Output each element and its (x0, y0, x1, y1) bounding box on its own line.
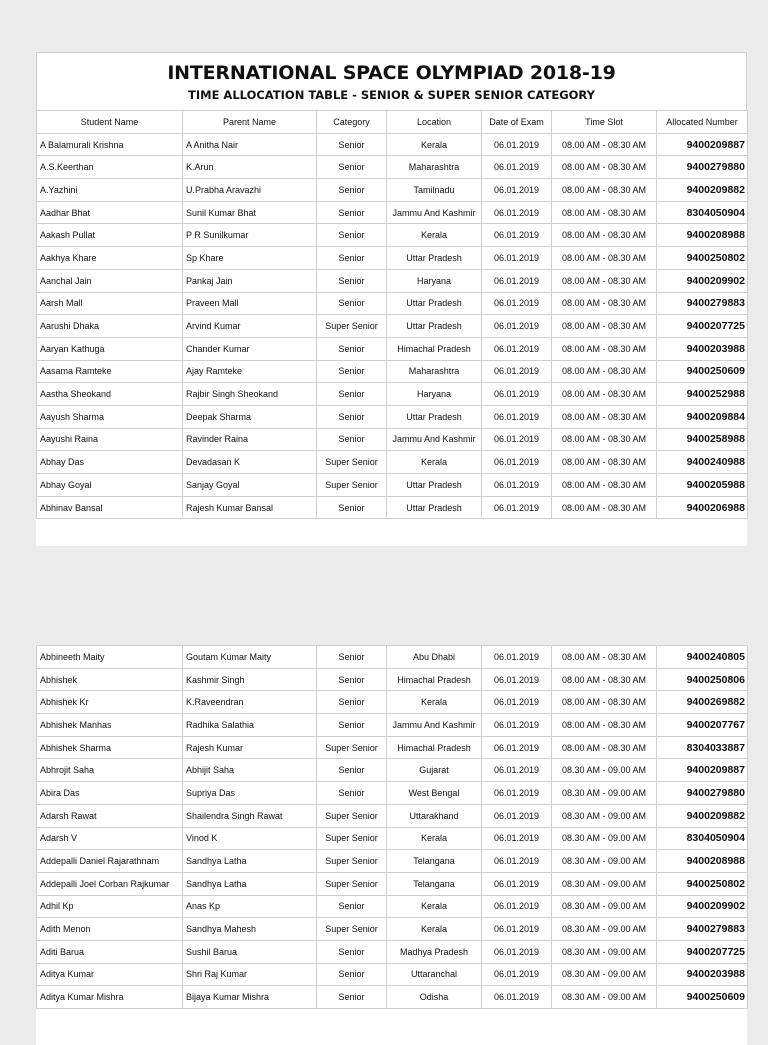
parent-name-cell: Arvind Kumar (183, 315, 317, 338)
category-cell: Senior (317, 292, 387, 315)
date-of-exam-cell: 06.01.2019 (482, 827, 552, 850)
location-cell: Uttar Pradesh (387, 474, 482, 497)
location-cell: Tamilnadu (387, 179, 482, 202)
parent-name-cell: Sanjay Goyal (183, 474, 317, 497)
category-cell: Senior (317, 133, 387, 156)
allocated-number-cell: 9400240805 (657, 646, 748, 669)
allocated-number-cell: 9400209902 (657, 269, 748, 292)
student-name-cell: Adhil Kp (37, 895, 183, 918)
date-of-exam-cell: 06.01.2019 (482, 782, 552, 805)
location-cell: Kerala (387, 224, 482, 247)
student-name-cell: Adarsh Rawat (37, 804, 183, 827)
parent-name-cell: K.Raveendran (183, 691, 317, 714)
student-name-cell: Aakhya Khare (37, 247, 183, 270)
location-cell: Maharashtra (387, 360, 482, 383)
header-date-of-exam: Date of Exam (482, 111, 552, 134)
time-slot-cell: 08.30 AM - 09.00 AM (552, 986, 657, 1009)
table-row (37, 646, 748, 669)
allocated-number-cell: 9400209902 (657, 895, 748, 918)
allocated-number-cell: 8304033887 (657, 736, 748, 759)
date-of-exam-cell: 06.01.2019 (482, 224, 552, 247)
table-row (37, 428, 748, 451)
allocated-number-cell: 9400209882 (657, 179, 748, 202)
category-cell: Senior (317, 782, 387, 805)
location-cell: Kerala (387, 918, 482, 941)
allocated-number-cell: 9400250802 (657, 247, 748, 270)
category-cell: Super Senior (317, 315, 387, 338)
category-cell: Senior (317, 247, 387, 270)
category-cell: Senior (317, 224, 387, 247)
student-name-cell: A Balamurali Krishna (37, 133, 183, 156)
time-slot-cell: 08.30 AM - 09.00 AM (552, 895, 657, 918)
date-of-exam-cell: 06.01.2019 (482, 337, 552, 360)
student-name-cell: Aditya Kumar (37, 963, 183, 986)
category-cell: Super Senior (317, 850, 387, 873)
category-cell: Super Senior (317, 827, 387, 850)
location-cell: Telangana (387, 872, 482, 895)
allocated-number-cell: 8304050904 (657, 201, 748, 224)
category-cell: Senior (317, 963, 387, 986)
parent-name-cell: Deepak Sharma (183, 405, 317, 428)
allocated-number-cell: 9400209882 (657, 804, 748, 827)
category-cell: Super Senior (317, 918, 387, 941)
location-cell: Himachal Pradesh (387, 736, 482, 759)
parent-name-cell: Sandhya Latha (183, 872, 317, 895)
table-row (37, 224, 748, 247)
student-name-cell: Addepalli Daniel Rajarathnam (37, 850, 183, 873)
time-slot-cell: 08.00 AM - 08.30 AM (552, 337, 657, 360)
allocated-number-cell: 9400279883 (657, 918, 748, 941)
date-of-exam-cell: 06.01.2019 (482, 405, 552, 428)
time-slot-cell: 08.30 AM - 09.00 AM (552, 940, 657, 963)
document-title: INTERNATIONAL SPACE OLYMPIAD 2018-19 (167, 62, 616, 84)
table-row (37, 451, 748, 474)
table-row (37, 269, 748, 292)
allocated-number-cell: 9400279880 (657, 156, 748, 179)
student-name-cell: A.Yazhini (37, 179, 183, 202)
location-cell: Uttar Pradesh (387, 496, 482, 519)
parent-name-cell: Shri Raj Kumar (183, 963, 317, 986)
header-location: Location (387, 111, 482, 134)
parent-name-cell: Kashmir Singh (183, 668, 317, 691)
date-of-exam-cell: 06.01.2019 (482, 156, 552, 179)
time-slot-cell: 08.00 AM - 08.30 AM (552, 224, 657, 247)
title-block (36, 52, 747, 110)
location-cell: Kerala (387, 451, 482, 474)
location-cell: Kerala (387, 691, 482, 714)
parent-name-cell: Sp Khare (183, 247, 317, 270)
category-cell: Senior (317, 714, 387, 737)
category-cell: Super Senior (317, 736, 387, 759)
table-header-row (37, 111, 748, 134)
allocated-number-cell: 9400205988 (657, 474, 748, 497)
student-name-cell: Abhay Das (37, 451, 183, 474)
allocated-number-cell: 9400258988 (657, 428, 748, 451)
parent-name-cell: Goutam Kumar Maity (183, 646, 317, 669)
parent-name-cell: Rajbir Singh Sheokand (183, 383, 317, 406)
student-name-cell: Abhishek Kr (37, 691, 183, 714)
location-cell: Kerala (387, 827, 482, 850)
time-slot-cell: 08.00 AM - 08.30 AM (552, 360, 657, 383)
table-row (37, 918, 748, 941)
category-cell: Super Senior (317, 804, 387, 827)
category-cell: Senior (317, 428, 387, 451)
allocated-number-cell: 9400209884 (657, 405, 748, 428)
location-cell: Odisha (387, 986, 482, 1009)
table-row (37, 337, 748, 360)
allocated-number-cell: 9400209887 (657, 759, 748, 782)
table-body-page-1 (37, 133, 748, 519)
parent-name-cell: Ajay Ramteke (183, 360, 317, 383)
time-slot-cell: 08.00 AM - 08.30 AM (552, 292, 657, 315)
time-slot-cell: 08.00 AM - 08.30 AM (552, 201, 657, 224)
location-cell: Uttar Pradesh (387, 315, 482, 338)
student-name-cell: Abhinav Bansal (37, 496, 183, 519)
date-of-exam-cell: 06.01.2019 (482, 804, 552, 827)
allocated-number-cell: 9400207725 (657, 940, 748, 963)
parent-name-cell: Anas Kp (183, 895, 317, 918)
category-cell: Senior (317, 691, 387, 714)
allocated-number-cell: 9400240988 (657, 451, 748, 474)
date-of-exam-cell: 06.01.2019 (482, 133, 552, 156)
category-cell: Senior (317, 940, 387, 963)
parent-name-cell: P R Sunilkumar (183, 224, 317, 247)
date-of-exam-cell: 06.01.2019 (482, 269, 552, 292)
parent-name-cell: Vinod K (183, 827, 317, 850)
location-cell: West Bengal (387, 782, 482, 805)
student-name-cell: Aakash Pullat (37, 224, 183, 247)
time-slot-cell: 08.00 AM - 08.30 AM (552, 405, 657, 428)
parent-name-cell: Radhika Salathia (183, 714, 317, 737)
student-name-cell: Abhishek Sharma (37, 736, 183, 759)
date-of-exam-cell: 06.01.2019 (482, 872, 552, 895)
date-of-exam-cell: 06.01.2019 (482, 474, 552, 497)
category-cell: Senior (317, 986, 387, 1009)
student-name-cell: Aditya Kumar Mishra (37, 986, 183, 1009)
date-of-exam-cell: 06.01.2019 (482, 383, 552, 406)
allocated-number-cell: 9400279880 (657, 782, 748, 805)
time-slot-cell: 08.30 AM - 09.00 AM (552, 963, 657, 986)
parent-name-cell: Devadasan K (183, 451, 317, 474)
table-row (37, 247, 748, 270)
date-of-exam-cell: 06.01.2019 (482, 292, 552, 315)
date-of-exam-cell: 06.01.2019 (482, 201, 552, 224)
parent-name-cell: Rajesh Kumar Bansal (183, 496, 317, 519)
date-of-exam-cell: 06.01.2019 (482, 668, 552, 691)
category-cell: Senior (317, 201, 387, 224)
time-slot-cell: 08.00 AM - 08.30 AM (552, 451, 657, 474)
date-of-exam-cell: 06.01.2019 (482, 179, 552, 202)
parent-name-cell: Ravinder Raina (183, 428, 317, 451)
parent-name-cell: Rajesh Kumar (183, 736, 317, 759)
time-slot-cell: 08.00 AM - 08.30 AM (552, 691, 657, 714)
date-of-exam-cell: 06.01.2019 (482, 986, 552, 1009)
location-cell: Madhya Pradesh (387, 940, 482, 963)
table-row (37, 850, 748, 873)
parent-name-cell: Shailendra Singh Rawat (183, 804, 317, 827)
allocated-number-cell: 9400207725 (657, 315, 748, 338)
location-cell: Himachal Pradesh (387, 337, 482, 360)
category-cell: Senior (317, 895, 387, 918)
parent-name-cell: Sushil Barua (183, 940, 317, 963)
table-row (37, 668, 748, 691)
student-name-cell: Aayush Sharma (37, 405, 183, 428)
student-name-cell: Abhay Goyal (37, 474, 183, 497)
student-name-cell: Aarsh Mall (37, 292, 183, 315)
location-cell: Uttaranchal (387, 963, 482, 986)
location-cell: Uttar Pradesh (387, 405, 482, 428)
category-cell: Senior (317, 269, 387, 292)
parent-name-cell: Pankaj Jain (183, 269, 317, 292)
document-subtitle: TIME ALLOCATION TABLE - SENIOR & SUPER SENIOR CATEGORY (188, 88, 595, 102)
location-cell: Uttarakhand (387, 804, 482, 827)
date-of-exam-cell: 06.01.2019 (482, 736, 552, 759)
date-of-exam-cell: 06.01.2019 (482, 315, 552, 338)
category-cell: Senior (317, 337, 387, 360)
location-cell: Himachal Pradesh (387, 668, 482, 691)
parent-name-cell: Abhijit Saha (183, 759, 317, 782)
time-slot-cell: 08.00 AM - 08.30 AM (552, 315, 657, 338)
allocated-number-cell: 9400207767 (657, 714, 748, 737)
parent-name-cell: Chander Kumar (183, 337, 317, 360)
student-name-cell: Addepalli Joel Corban Rajkumar (37, 872, 183, 895)
allocated-number-cell: 9400206988 (657, 496, 748, 519)
allocated-number-cell: 9400250806 (657, 668, 748, 691)
table-row (37, 759, 748, 782)
time-slot-cell: 08.00 AM - 08.30 AM (552, 474, 657, 497)
time-slot-cell: 08.30 AM - 09.00 AM (552, 827, 657, 850)
allocated-number-cell: 9400203988 (657, 963, 748, 986)
table-body-page-2 (37, 646, 748, 1009)
category-cell: Senior (317, 496, 387, 519)
location-cell: Jammu And Kashmir (387, 714, 482, 737)
date-of-exam-cell: 06.01.2019 (482, 646, 552, 669)
location-cell: Gujarat (387, 759, 482, 782)
table-row (37, 691, 748, 714)
parent-name-cell: K.Arun (183, 156, 317, 179)
student-name-cell: Abhishek (37, 668, 183, 691)
date-of-exam-cell: 06.01.2019 (482, 850, 552, 873)
header-category: Category (317, 111, 387, 134)
date-of-exam-cell: 06.01.2019 (482, 428, 552, 451)
table-row (37, 360, 748, 383)
table-row (37, 736, 748, 759)
category-cell: Super Senior (317, 451, 387, 474)
category-cell: Senior (317, 405, 387, 428)
table-row (37, 179, 748, 202)
parent-name-cell: Praveen Mall (183, 292, 317, 315)
date-of-exam-cell: 06.01.2019 (482, 963, 552, 986)
time-slot-cell: 08.00 AM - 08.30 AM (552, 269, 657, 292)
table-row (37, 156, 748, 179)
category-cell: Senior (317, 156, 387, 179)
date-of-exam-cell: 06.01.2019 (482, 759, 552, 782)
time-slot-cell: 08.30 AM - 09.00 AM (552, 872, 657, 895)
time-slot-cell: 08.00 AM - 08.30 AM (552, 247, 657, 270)
document-page-1 (36, 52, 747, 546)
time-slot-cell: 08.00 AM - 08.30 AM (552, 668, 657, 691)
location-cell: Kerala (387, 133, 482, 156)
parent-name-cell: Sandhya Latha (183, 850, 317, 873)
time-slot-cell: 08.00 AM - 08.30 AM (552, 646, 657, 669)
location-cell: Kerala (387, 895, 482, 918)
student-name-cell: Aadhar Bhat (37, 201, 183, 224)
location-cell: Telangana (387, 850, 482, 873)
time-slot-cell: 08.30 AM - 09.00 AM (552, 850, 657, 873)
category-cell: Senior (317, 646, 387, 669)
category-cell: Super Senior (317, 872, 387, 895)
student-name-cell: Abhineeth Maity (37, 646, 183, 669)
date-of-exam-cell: 06.01.2019 (482, 496, 552, 519)
allocation-table-page-2 (36, 645, 748, 1009)
time-slot-cell: 08.30 AM - 09.00 AM (552, 782, 657, 805)
header-parent-name: Parent Name (183, 111, 317, 134)
student-name-cell: Abira Das (37, 782, 183, 805)
table-row (37, 714, 748, 737)
table-row (37, 315, 748, 338)
table-row (37, 292, 748, 315)
time-slot-cell: 08.00 AM - 08.30 AM (552, 496, 657, 519)
allocated-number-cell: 9400208988 (657, 224, 748, 247)
time-slot-cell: 08.00 AM - 08.30 AM (552, 383, 657, 406)
student-name-cell: Aasama Ramteke (37, 360, 183, 383)
category-cell: Senior (317, 360, 387, 383)
category-cell: Senior (317, 383, 387, 406)
date-of-exam-cell: 06.01.2019 (482, 451, 552, 474)
table-row (37, 496, 748, 519)
student-name-cell: Adarsh V (37, 827, 183, 850)
table-row (37, 133, 748, 156)
category-cell: Senior (317, 668, 387, 691)
time-slot-cell: 08.00 AM - 08.30 AM (552, 714, 657, 737)
date-of-exam-cell: 06.01.2019 (482, 940, 552, 963)
date-of-exam-cell: 06.01.2019 (482, 247, 552, 270)
date-of-exam-cell: 06.01.2019 (482, 918, 552, 941)
parent-name-cell: Supriya Das (183, 782, 317, 805)
location-cell: Jammu And Kashmir (387, 201, 482, 224)
allocated-number-cell: 9400250609 (657, 986, 748, 1009)
location-cell: Maharashtra (387, 156, 482, 179)
table-row (37, 986, 748, 1009)
table-row (37, 827, 748, 850)
allocated-number-cell: 9400203988 (657, 337, 748, 360)
header-student-name: Student Name (37, 111, 183, 134)
allocated-number-cell: 9400208988 (657, 850, 748, 873)
table-row (37, 963, 748, 986)
time-slot-cell: 08.00 AM - 08.30 AM (552, 133, 657, 156)
parent-name-cell: U.Prabha Aravazhi (183, 179, 317, 202)
time-slot-cell: 08.00 AM - 08.30 AM (552, 736, 657, 759)
allocated-number-cell: 9400209887 (657, 133, 748, 156)
student-name-cell: Adith Menon (37, 918, 183, 941)
student-name-cell: Aditi Barua (37, 940, 183, 963)
student-name-cell: Aastha Sheokand (37, 383, 183, 406)
allocated-number-cell: 8304050904 (657, 827, 748, 850)
time-slot-cell: 08.30 AM - 09.00 AM (552, 804, 657, 827)
table-row (37, 383, 748, 406)
allocated-number-cell: 9400279883 (657, 292, 748, 315)
location-cell: Abu Dhabi (387, 646, 482, 669)
table-row (37, 872, 748, 895)
allocated-number-cell: 9400250609 (657, 360, 748, 383)
header-time-slot: Time Slot (552, 111, 657, 134)
student-name-cell: Aanchal Jain (37, 269, 183, 292)
table-row (37, 895, 748, 918)
table-row (37, 804, 748, 827)
time-slot-cell: 08.30 AM - 09.00 AM (552, 759, 657, 782)
student-name-cell: Aayushi Raina (37, 428, 183, 451)
time-slot-cell: 08.00 AM - 08.30 AM (552, 156, 657, 179)
location-cell: Uttar Pradesh (387, 292, 482, 315)
student-name-cell: Aarushi Dhaka (37, 315, 183, 338)
date-of-exam-cell: 06.01.2019 (482, 895, 552, 918)
category-cell: Senior (317, 759, 387, 782)
date-of-exam-cell: 06.01.2019 (482, 360, 552, 383)
category-cell: Super Senior (317, 474, 387, 497)
document-page-2 (36, 645, 747, 1045)
student-name-cell: Abhishek Manhas (37, 714, 183, 737)
table-row (37, 782, 748, 805)
table-row (37, 405, 748, 428)
student-name-cell: Abhrojit Saha (37, 759, 183, 782)
table-row (37, 201, 748, 224)
location-cell: Uttar Pradesh (387, 247, 482, 270)
allocation-table-page-1 (36, 110, 748, 519)
allocated-number-cell: 9400252988 (657, 383, 748, 406)
parent-name-cell: A Anitha Nair (183, 133, 317, 156)
table-row (37, 940, 748, 963)
allocated-number-cell: 9400250802 (657, 872, 748, 895)
time-slot-cell: 08.00 AM - 08.30 AM (552, 428, 657, 451)
parent-name-cell: Sandhya Mahesh (183, 918, 317, 941)
student-name-cell: A.S.Keerthan (37, 156, 183, 179)
time-slot-cell: 08.00 AM - 08.30 AM (552, 179, 657, 202)
table-row (37, 474, 748, 497)
location-cell: Jammu And Kashmir (387, 428, 482, 451)
parent-name-cell: Bijaya Kumar Mishra (183, 986, 317, 1009)
student-name-cell: Aaryan Kathuga (37, 337, 183, 360)
allocated-number-cell: 9400269882 (657, 691, 748, 714)
time-slot-cell: 08.30 AM - 09.00 AM (552, 918, 657, 941)
date-of-exam-cell: 06.01.2019 (482, 691, 552, 714)
date-of-exam-cell: 06.01.2019 (482, 714, 552, 737)
category-cell: Senior (317, 179, 387, 202)
parent-name-cell: Sunil Kumar Bhat (183, 201, 317, 224)
location-cell: Haryana (387, 383, 482, 406)
location-cell: Haryana (387, 269, 482, 292)
header-allocated-number: Allocated Number (657, 111, 748, 134)
